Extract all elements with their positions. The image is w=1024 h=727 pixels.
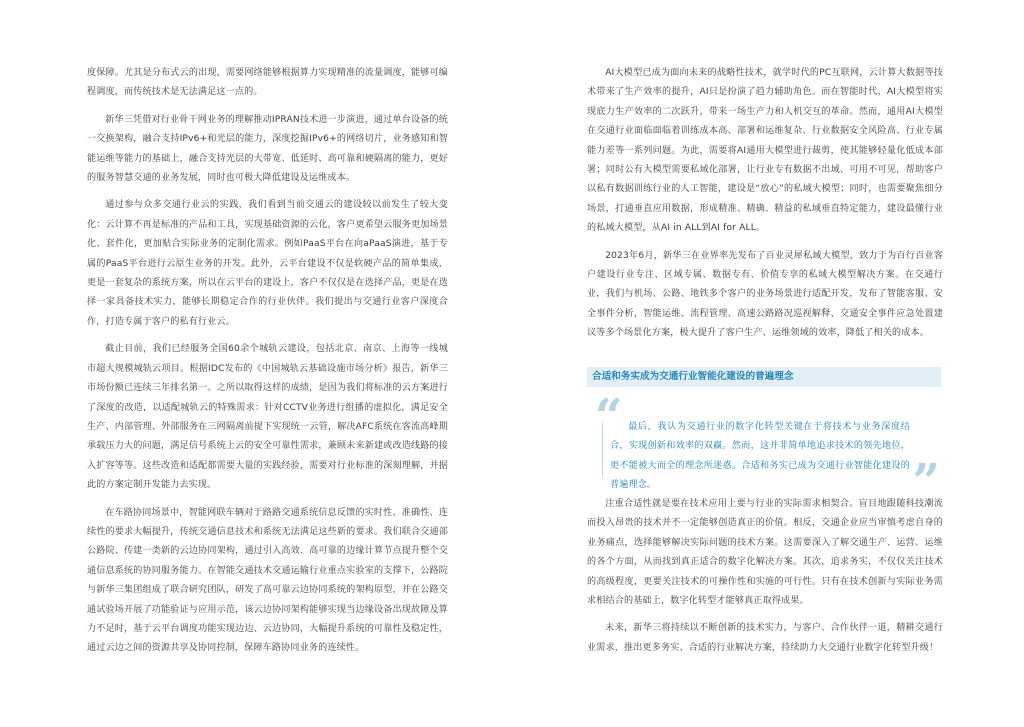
paragraph: 未来，新华三将持续以不断创新的技术实力，与客户、合作伙伴一道，精耕交通行业需求，推出更多务实、合适的行业解决方案，持续助力大交通行业数字化转型升级！ — [587, 623, 943, 653]
paragraph: 新华三凭借对行业骨干网业务的理解推动IPRAN技术进一步演进，通过单台设备的统一交换架构，融合支持IPv6+和光层的能力，深度挖掘IPv6+的网络切片，业务感知和智能运维等能力的基础上，融合支持光层的大带宽、低延时、高可靠和硬隔离的能力，更好的服务智慧交通的业务发展，同时也可极大降低建设及运维成本。 — [87, 114, 448, 184]
right-column-lower — [587, 495, 943, 658]
quote-open-icon: “ — [595, 389, 623, 445]
quote-divider — [602, 423, 603, 477]
paragraph: 在车路协同场景中，智能网联车辆对于路路交通系统信息反馈的实时性、准确性、连续性的要求大幅提升，传统交通信息技术和系统无法满足这些新的要求。我们联合交通部公路院、传建一类新的云边协同架构，通过引入高效、高可靠的边缘计算节点提升整个交通信息系统的协同服务能力。在智能交通技术交通运输行业重点实验室的支撑下，公路院与新华三集团组成了联合研究团队，研发了高可靠云边协同系统的架构原型，并在公路交通试验场开展了功能验证与应用示范，该云边协同架构能够实现当边缘设备出现故障及算力不足时，基于云平台调度功能实现边边、云边协同，大幅提升系统的可靠性及稳定性，通过云边之间的资源共享及协同控制，保障车路协同业务的连续性。 — [87, 507, 448, 654]
paragraph: AI大模型已成为面向未来的战略性技术，就学时代的PC互联网，云计算大数据等技术带来了生产效率的提升，AI只是扮演了趋力辅助角色。而在智能时代，AI大模型将实现底力生产效率的二次跃升，带来一场生产力和人机交互的革命。然而，通用AI大模型在交通行业面临面临着训练成本高、部署和运维复杂、行业数据安全风险高、行业专属能力差等一系列问题。为此，需要将AI通用大模型进行裁剪，使其能够轻量化低成本部署；同时公有大模型需要私域化部署，让行业专有数据不出域、可用不可见，帮助客户以私有数据训练行业的人工智能，建设是“放心”的私域大模型；同时，也需要聚焦细分场景，打通垂直应用数据，形成精准、精确、精益的私域垂直特定能力，建设最懂行业的私域大模型，从AI in ALL到AI for ALL。 — [587, 68, 943, 234]
right-column-upper — [587, 64, 943, 344]
paragraph: 注重合适性就是要在技术应用上要与行业的实际需求相契合。盲目地跟随科技潮流而投入昂贵的技术并不一定能够创造真正的价值。相反，交通企业应当审慎考虑自身的业务痛点，选择能够解决实际问题的技术方案。这需要深入了解交通生产、运营、运维的各个方面，从而找到真正适合的数字化解决方案。其次，追求务实，不仅仅关注技术的高级程度，更要关注技术的可操作性和实施的可行性。只有在技术创新与实际业务需求相结合的基础上，数字化转型才能够真正取得成果。 — [587, 499, 943, 607]
quote-close-icon: ” — [912, 454, 940, 510]
paragraph: 2023年6月，新华三在业界率先发布了百业灵犀私域大模型，致力于为百行百业客户建设行业专注、区域专属、数据专有、价值专享的私域大模型解决方案。在交通行业，我们与机场、公路、地铁多个客户的业务场景进行适配开发，发布了智能客服、安全事件分析，智能运维、流程管理、高速公路路况巡视解释、交通安全事件应急处置建议等多个场景化方案，极大提升了客户生产、运维领域的效率，降低了相关的成本。 — [587, 250, 943, 339]
left-column — [87, 64, 448, 659]
paragraph: 通过参与众多交通行业云的实践，我们看到当前交通云的建设较以前发生了较大变化：云计算不再是标准的产品和工具，实现基础资源的云化，客户更希望云服务更加场景化、套件化，更加贴合实际业务的定制化需求。例如PaaS平台在向aPaaS演进，基于专属的PaaS平台进行云原生业务的开发。此外，云平台建设不仅是软硬产品的简单集成，更是一套复杂的系统方案，所以在云平台的建设上，客户不仅仅是在选择产品，更是在选择一家具备技术实力，能够长期稳定合作的行业伙伴。我们提出与交通行业客户深度合作，打造专属于客户的私有行业云。 — [87, 200, 448, 327]
paragraph: 度保障。尤其是分布式云的出现，需要网络能够根据算力实现精准的流量调度，能够可编程调度，而传统技术是无法满足这一点的。 — [87, 68, 448, 98]
pull-quote — [595, 389, 940, 510]
pull-quote-text: 最后，我认为交通行业的数字化转型关键在于将技术与业务深度结合，实现创新和效率的双赢。然而，这并非简单地追求技术的领先地位，更不能被大而全的理念所迷惑。合适和务实已成为交通行业智能化建设的普遍理念。 — [610, 422, 910, 491]
paragraph: 截止目前，我们已经服务全国60余个城轨云建设，包括北京、南京、上海等一线城市超大规模城轨云项目。根据IDC发布的《中国城轨云基础设施市场分析》报告，新华三市场份额已连续三年排名第一。之所以取得这样的成绩，是因为我们将标准的云方案进行了深度的改造，以适配城轨云的特殊需求：针对CCTV业务进行组播的虚拟化，满足安全生产、内部管理、外部服务在三网隔离前提下实现统一云管，解决AFC系统在客流高峰期承载压力大的问题，满足信号系统上云的安全可靠性需求，兼顾未来新建或改造线路的接入扩容等等。这些改造和适配都需要大量的实践经验，需要对行业标准的深刻理解，并据此的方案定制开发能力去实现。 — [87, 344, 448, 491]
section-heading: 合适和务实成为交通行业智能化建设的普遍理念 — [587, 367, 941, 387]
